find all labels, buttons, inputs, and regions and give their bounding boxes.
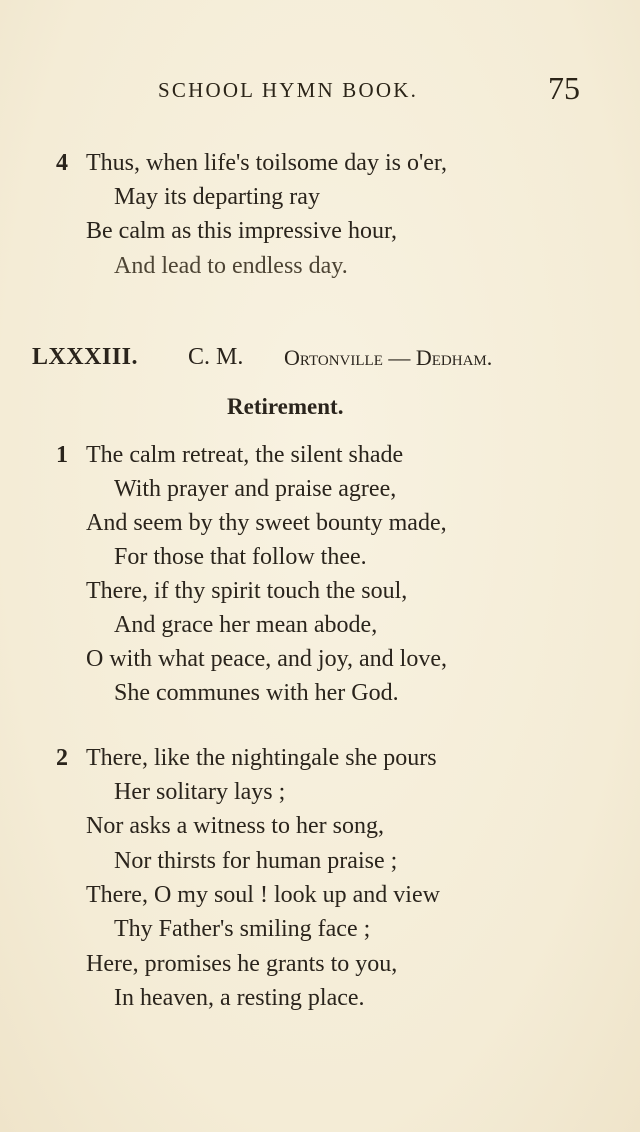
stanza-number: 2 (56, 745, 68, 771)
verse-line: Her solitary lays ; (114, 779, 286, 805)
verse-line: There, like the nightingale she pours (86, 745, 437, 771)
verse-line: With prayer and praise agree, (114, 476, 397, 502)
stanza-number: 1 (56, 442, 68, 468)
verse-line: And grace her mean abode, (114, 612, 378, 638)
hymn-meter: C. M. (188, 344, 244, 370)
verse-line: There, O my soul ! look up and view (86, 882, 440, 908)
verse-line: Thus, when life's toilsome day is o'er, (86, 150, 447, 176)
verse-line: And seem by thy sweet bounty made, (86, 510, 447, 536)
hymn-number: LXXXIII. (32, 344, 139, 370)
hymn-tunes: Ortonville — Dedham. (284, 345, 493, 370)
stanza-number: 4 (56, 150, 68, 176)
verse-line: Here, promises he grants to you, (86, 951, 398, 977)
verse-line: And lead to endless day. (114, 253, 348, 279)
verse-line: For those that follow thee. (114, 544, 367, 570)
running-title: SCHOOL HYMN BOOK. (158, 78, 419, 102)
verse-line: In heaven, a resting place. (114, 985, 365, 1011)
verse-line: There, if thy spirit touch the soul, (86, 578, 408, 604)
verse-line: Nor asks a witness to her song, (86, 813, 384, 839)
verse-line: She communes with her God. (114, 680, 399, 706)
page-number: 75 (548, 70, 580, 106)
hymn-title: Retirement. (227, 394, 344, 419)
verse-line: Nor thirsts for human praise ; (114, 848, 398, 874)
verse-line: Be calm as this impressive hour, (86, 218, 397, 244)
verse-line: The calm retreat, the silent shade (86, 442, 404, 468)
verse-line: O with what peace, and joy, and love, (86, 646, 447, 672)
verse-line: May its departing ray (114, 184, 320, 210)
verse-line: Thy Father's smiling face ; (114, 916, 371, 942)
